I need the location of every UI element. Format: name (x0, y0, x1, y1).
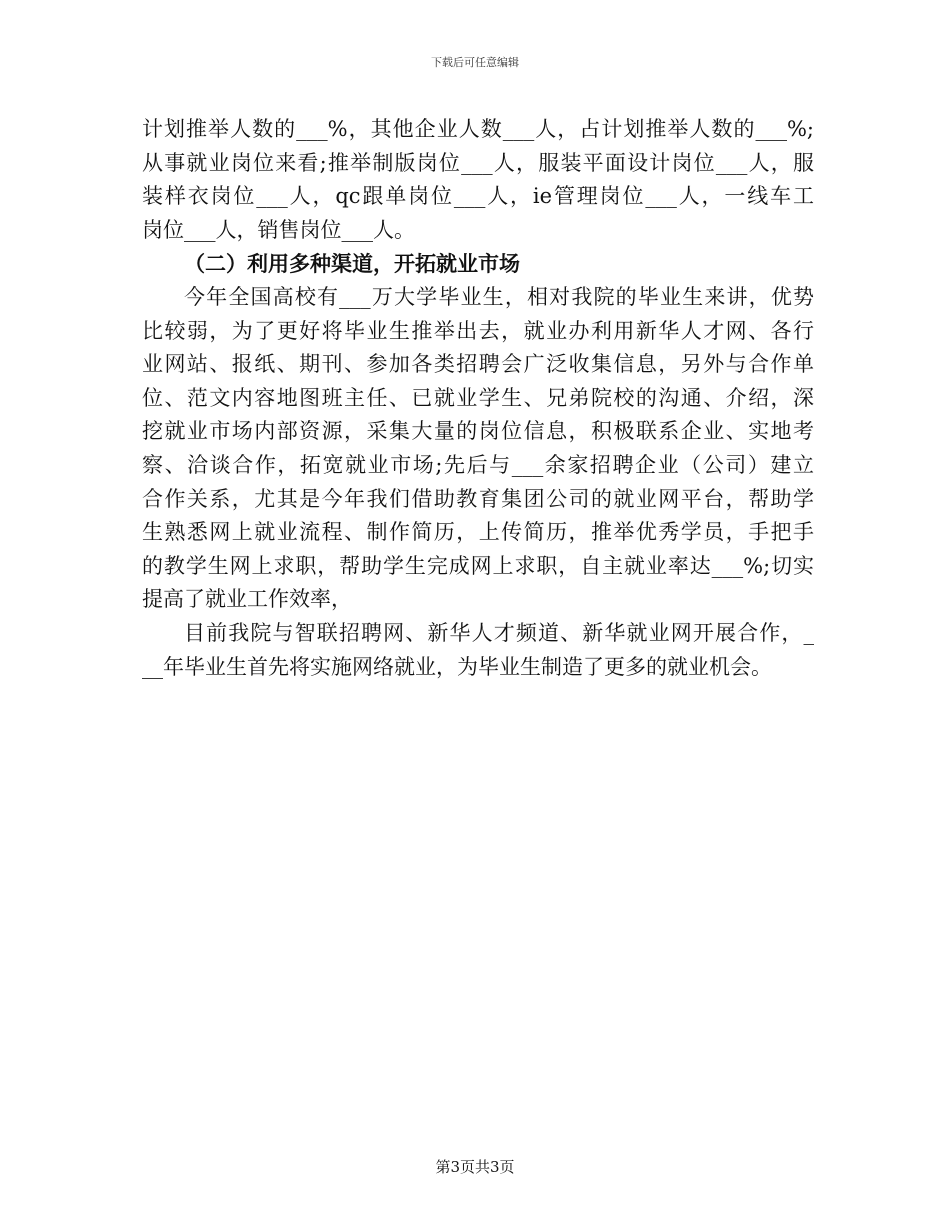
paragraph-line: 挖就业市场内部资源，采集大量的岗位信息，积极联系企业、实地考 (142, 419, 814, 444)
paragraph-line: 从事就业岗位来看;推举制版岗位___人，服装平面设计岗位___人，服 (142, 150, 814, 175)
paragraph-line: 提高了就业工作效率， (142, 587, 352, 612)
paragraph-line: 业网站、报纸、期刊、参加各类招聘会广泛收集信息，另外与合作单 (142, 352, 814, 377)
paragraph-line: 计划推举人数的___%，其他企业人数___人，占计划推举人数的___%; (142, 117, 814, 141)
paragraph-line: __年毕业生首先将实施网络就业，为毕业生制造了更多的就业机会。 (142, 654, 772, 679)
document-body (142, 113, 814, 684)
page-footer: 第3页共3页 (435, 1158, 515, 1176)
paragraph-line: 比较弱，为了更好将毕业生推举出去，就业办利用新华人才网、各行 (142, 318, 814, 343)
paragraph-line: 位、范文内容地图班主任、已就业学生、兄弟院校的沟通、介绍，深 (142, 385, 814, 410)
paragraph-line: 岗位___人，销售岗位___人。 (142, 217, 415, 242)
paragraph-line: 今年全国高校有___万大学毕业生，相对我院的毕业生来讲，优势 (184, 284, 814, 309)
paragraph-line: 装样衣岗位___人，qc跟单岗位___人，ie管理岗位___人，一线车工 (142, 184, 814, 209)
page-header: 下载后可任意编辑 (431, 56, 519, 69)
paragraph-line: 目前我院与智联招聘网、新华人才频道、新华就业网开展合作，_ (184, 620, 814, 645)
paragraph-line: 的教学生网上求职，帮助学生完成网上求职，自主就业率达___%;切实 (142, 553, 814, 578)
section-heading: （二）利用多种渠道，开拓就业市场 (184, 251, 520, 277)
paragraph-line: 合作关系，尤其是今年我们借助教育集团公司的就业网平台，帮助学 (142, 486, 814, 511)
paragraph-line: 生熟悉网上就业流程、制作简历，上传简历，推举优秀学员，手把手 (142, 520, 814, 545)
paragraph-line: 察、洽谈合作，拓宽就业市场;先后与___余家招聘企业（公司）建立 (142, 452, 814, 477)
